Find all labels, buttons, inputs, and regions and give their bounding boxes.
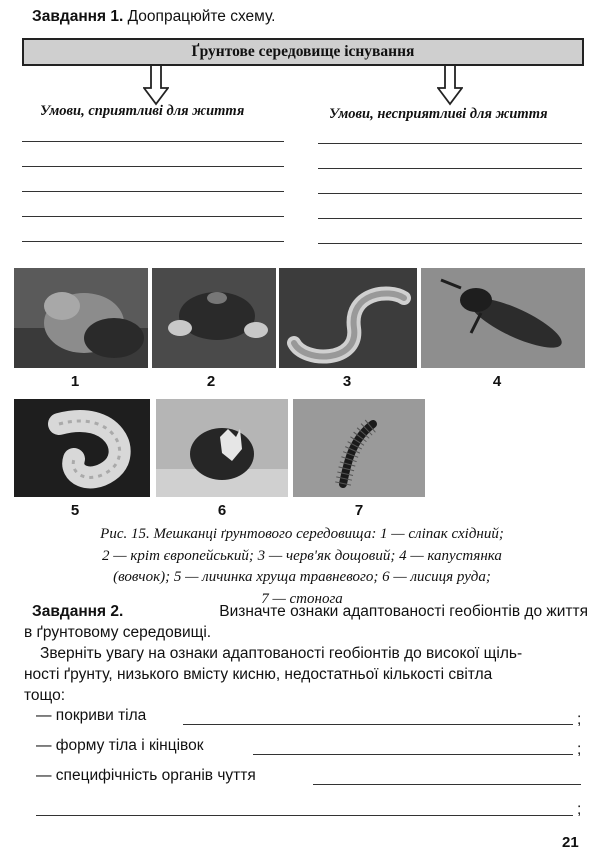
mole-photo — [152, 268, 276, 368]
arrow-down-right-icon — [437, 66, 463, 106]
favorable-answer-line-4[interactable] — [22, 216, 284, 217]
figure-number-6: 6 — [217, 502, 227, 519]
scheme-banner: Ґрунтове середовище існування — [22, 38, 584, 66]
figure-number-1: 1 — [70, 373, 80, 390]
mole-rat-photo — [14, 268, 148, 368]
task2-heading — [24, 601, 588, 643]
beetle-larva-photo — [14, 399, 150, 497]
favorable-answer-line-2[interactable] — [22, 166, 284, 167]
sense-organs-end: ; — [577, 801, 582, 818]
body-shape-answer-line[interactable] — [253, 754, 573, 755]
unfavorable-answer-line-4[interactable] — [318, 218, 582, 219]
fox-photo — [156, 399, 288, 497]
sense-organs-answer-line[interactable] — [313, 784, 581, 785]
instructions-line-3: тощо: — [24, 687, 66, 704]
caption-line-4: 7 — стонога — [261, 590, 343, 607]
favorable-answer-line-5[interactable] — [22, 241, 284, 242]
figure-caption — [22, 524, 582, 610]
task2-text-line-2: в ґрунтовому середовищі. — [24, 624, 212, 641]
task1-heading — [32, 8, 275, 26]
task2-instructions — [24, 643, 588, 706]
earthworm-photo — [279, 268, 417, 368]
body-shape-label: — форму тіла і кінцівок — [36, 737, 204, 754]
unfavorable-answer-line-3[interactable] — [318, 193, 582, 194]
mole-cricket-photo — [421, 268, 585, 368]
figure-number-5: 5 — [70, 502, 80, 519]
body-covering-end: ; — [577, 711, 582, 728]
sense-organs-label: — специфічність органів чуття — [36, 767, 256, 784]
unfavorable-answer-line-1[interactable] — [318, 143, 582, 144]
task1-text: Доопрацюйте схему. — [127, 8, 276, 25]
unfavorable-answer-line-2[interactable] — [318, 168, 582, 169]
body-covering-label: — покриви тіла — [36, 707, 147, 724]
unfavorable-conditions-heading: Умови, несприятливі для життя — [329, 106, 548, 122]
body-covering-answer-line[interactable] — [183, 724, 573, 725]
centipede-photo — [293, 399, 425, 497]
instructions-line-2: ності ґрунту, низького вмісту кисню, недостатньої кількості світла — [24, 666, 493, 683]
body-shape-end: ; — [577, 741, 582, 758]
unfavorable-answer-line-5[interactable] — [318, 243, 582, 244]
page-number: 21 — [562, 834, 579, 851]
task2-label: Завдання 2. — [32, 603, 124, 620]
favorable-conditions-heading: Умови, сприятливі для життя — [40, 103, 245, 119]
figure-number-4: 4 — [492, 373, 502, 390]
arrow-down-left-icon — [143, 66, 169, 106]
figure-number-2: 2 — [206, 373, 216, 390]
instructions-line-1: Зверніть увагу на ознаки адаптованості геобіонтів до високої щіль- — [40, 645, 523, 662]
caption-line-2: 2 — кріт європейський; 3 — черв'як дощовий; 4 — капустянка — [102, 547, 502, 564]
task1-label: Завдання 1. — [32, 8, 124, 25]
caption-line-3: (вовчок); 5 — личинка хруща травневого; 6 — лисиця руда; — [113, 569, 491, 585]
sense-organs-answer-line-2[interactable] — [36, 815, 573, 816]
task2-text-line-1: Визначте ознаки адаптованості геобіонтів до життя — [219, 603, 588, 620]
figure-number-3: 3 — [342, 373, 352, 390]
favorable-answer-line-3[interactable] — [22, 191, 284, 192]
figure-number-7: 7 — [354, 502, 364, 519]
caption-line-1: Рис. 15. Мешканці ґрунтового середовища: 1 — сліпак східний; — [100, 526, 504, 542]
favorable-answer-line-1[interactable] — [22, 141, 284, 142]
